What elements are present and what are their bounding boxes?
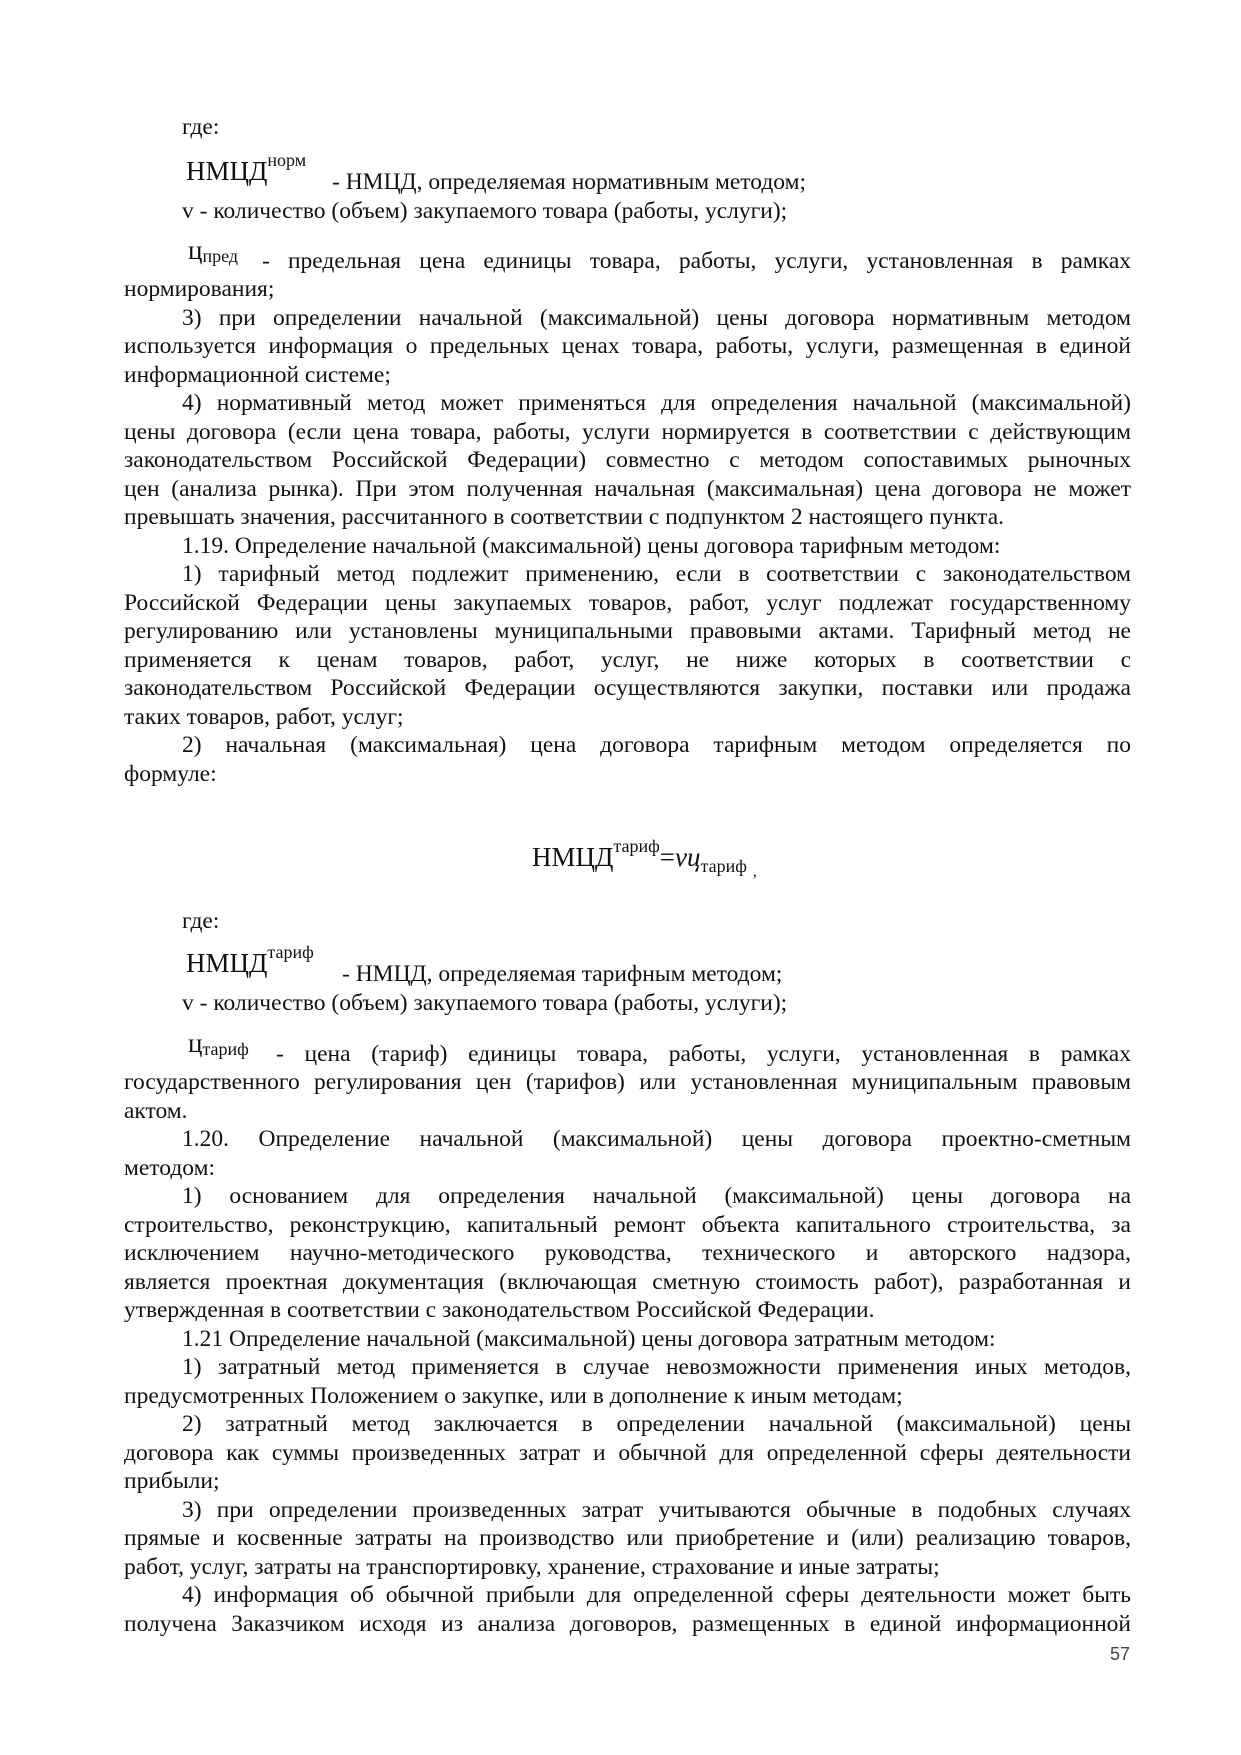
paragraph-line: информационной системе; bbox=[124, 362, 391, 388]
section-heading-1-19: 1.19. Определение начальной (максимальной) цены договора тарифным методом: bbox=[182, 533, 1001, 559]
formula-comma: , bbox=[752, 863, 757, 880]
section-heading-1-20: 1.20. Определение начальной (максимальной) цены договора проектно-сметным bbox=[182, 1126, 1131, 1152]
c-pred-symbol bbox=[188, 236, 238, 271]
paragraph-line: методом: bbox=[124, 1155, 215, 1181]
paragraph-line: 3) при определении произведенных затрат учитываются обычные в подобных случаях bbox=[182, 1497, 1131, 1523]
paragraph-line: законодательством Российской Федерации осуществляются закупки, поставки или продажа bbox=[124, 675, 1131, 701]
formula-v: v bbox=[675, 842, 688, 872]
c-tarif-definition: - цена (тариф) единицы товара, работы, услуги, установленная в рамках bbox=[276, 1041, 1131, 1067]
formula-superscript: тариф bbox=[613, 836, 660, 856]
paragraph-line: актом. bbox=[124, 1098, 188, 1124]
where-label: где: bbox=[182, 908, 220, 934]
symbol-superscript: норм bbox=[267, 150, 307, 170]
paragraph-line: 4) нормативный метод может применяться для определения начальной (максимальной) bbox=[182, 390, 1131, 416]
paragraph-line: 1) основанием для определения начальной (максимальной) цены договора на bbox=[182, 1183, 1131, 1209]
paragraph-line: 2) начальная (максимальная) цена договора тарифным методом определяется по bbox=[182, 732, 1131, 758]
paragraph-line: регулированию или установлены муниципальными правовыми актами. Тарифный метод не bbox=[124, 618, 1131, 644]
paragraph-line: государственного регулирования цен (тарифов) или установленная муниципальным правовым bbox=[124, 1069, 1131, 1095]
page-number: 57 bbox=[1109, 1644, 1130, 1664]
paragraph-line: прямые и косвенные затраты на производство или приобретение и (или) реализацию товаров, bbox=[124, 1525, 1131, 1551]
section-heading-1-21: 1.21 Определение начальной (максимальной) цены договора затратным методом: bbox=[182, 1326, 996, 1352]
nmcd-tarif-definition: - НМЦД, определяемая тарифным методом; bbox=[342, 961, 783, 987]
paragraph-line: 1) затратный метод применяется в случае невозможности применения иных методов, bbox=[182, 1354, 1131, 1380]
paragraph-line: применяется к ценам товаров, работ, услуг, не ниже которых в соответствии с bbox=[124, 647, 1131, 673]
symbol-subscript: тариф bbox=[202, 1039, 249, 1059]
paragraph-line: договора как суммы произведенных затрат и обычной для определенной сферы деятельности bbox=[124, 1440, 1131, 1466]
nmcd-tarif-symbol bbox=[186, 938, 314, 980]
paragraph-line: получена Заказчиком исходя из анализа договоров, размещенных в единой информационной bbox=[124, 1611, 1131, 1637]
nmcd-norm-symbol bbox=[186, 146, 306, 188]
paragraph-line: превышать значения, рассчитанного в соответствии с подпунктом 2 настоящего пункта. bbox=[124, 504, 1005, 530]
paragraph-line: утвержденная в соответствии с законодательством Российской Федерации. bbox=[124, 1297, 875, 1323]
c-pred-definition-cont: нормирования; bbox=[124, 276, 275, 302]
where-label: где: bbox=[182, 114, 220, 140]
paragraph-line: 1) тарифный метод подлежит применению, если в соответствии с законодательством bbox=[182, 561, 1131, 587]
paragraph-line: предусмотренных Положением о закупке, или в дополнение к иным методам; bbox=[124, 1383, 903, 1409]
formula-c: ц bbox=[687, 842, 701, 872]
c-tarif-symbol bbox=[188, 1029, 249, 1064]
paragraph-line: законодательством Российской Федерации) совместно с методом сопоставимых рыночных bbox=[124, 447, 1131, 473]
paragraph-line: 4) информация об обычной прибыли для определенной сферы деятельности может быть bbox=[182, 1582, 1131, 1608]
symbol-base: НМЦД bbox=[186, 156, 268, 186]
paragraph-line: 2) затратный метод заключается в определении начальной (максимальной) цены bbox=[182, 1411, 1131, 1437]
formula-equals: = bbox=[659, 842, 676, 872]
c-pred-definition: - предельная цена единицы товара, работы, услуги, установленная в рамках bbox=[262, 248, 1131, 274]
paragraph-line: таких товаров, работ, услуг; bbox=[124, 704, 404, 730]
formula-base: НМЦД bbox=[532, 842, 614, 872]
symbol-base: НМЦД bbox=[186, 948, 268, 978]
v-definition: v - количество (объем) закупаемого товара (работы, услуги); bbox=[182, 198, 788, 224]
symbol-base: ц bbox=[188, 1028, 203, 1058]
paragraph-line: является проектная документация (включающая сметную стоимость работ), разработанная и bbox=[124, 1269, 1131, 1295]
symbol-superscript: тариф bbox=[267, 942, 314, 962]
paragraph-line: Российской Федерации цены закупаемых товаров, работ, услуг подлежат государственному bbox=[124, 590, 1131, 616]
paragraph-line: цен (анализа рынка). При этом полученная начальная (максимальная) цена договора не может bbox=[124, 476, 1131, 502]
paragraph-line: цены договора (если цена товара, работы, услуги нормируется в соответствии с действующим bbox=[124, 419, 1131, 445]
paragraph-line: исключением научно-методического руководства, технического и авторского надзора, bbox=[124, 1240, 1131, 1266]
symbol-subscript: пред bbox=[202, 246, 238, 266]
paragraph-line: используется информация о предельных ценах товара, работы, услуги, размещенная в единой bbox=[124, 333, 1131, 359]
paragraph-line: строительство, реконструкцию, капитальный ремонт объекта капитального строительства, за bbox=[124, 1212, 1131, 1238]
paragraph-line: 3) при определении начальной (максимальной) цены договора нормативным методом bbox=[182, 305, 1131, 331]
paragraph-line: формуле: bbox=[124, 761, 217, 787]
v-definition: v - количество (объем) закупаемого товара (работы, услуги); bbox=[182, 990, 788, 1016]
tariff-formula bbox=[532, 832, 757, 887]
symbol-base: ц bbox=[188, 235, 203, 265]
formula-subscript: тариф bbox=[700, 856, 747, 876]
paragraph-line: работ, услуг, затраты на транспортировку, хранение, страхование и иные затраты; bbox=[124, 1554, 940, 1580]
paragraph-line: прибыли; bbox=[124, 1468, 220, 1494]
nmcd-norm-definition: - НМЦД, определяемая нормативным методом; bbox=[332, 169, 806, 195]
